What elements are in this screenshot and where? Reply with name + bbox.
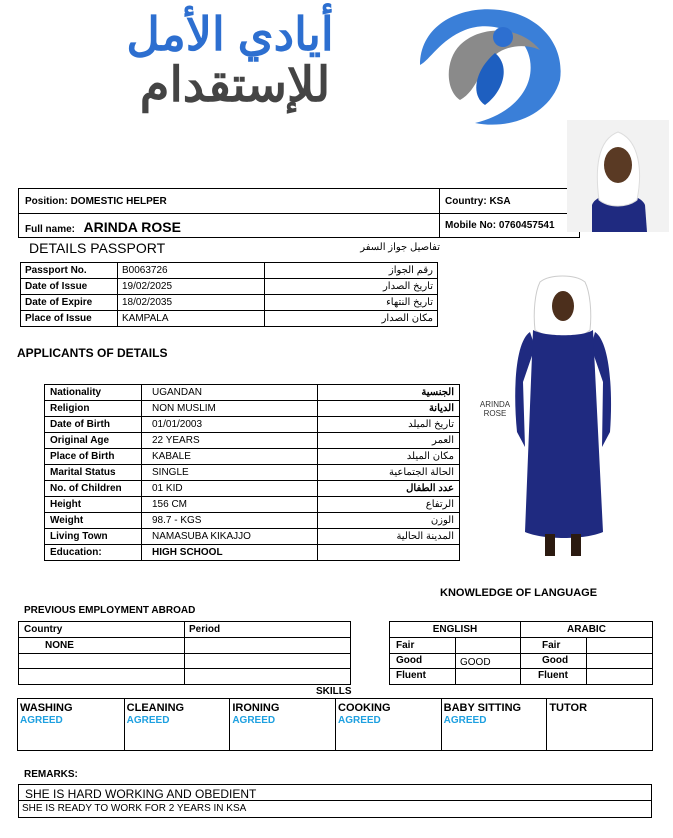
- passport-title: DETAILS PASSPORT: [29, 240, 166, 256]
- col-period: Period: [189, 624, 221, 635]
- applicant-row-value: 01 KID: [142, 481, 318, 497]
- passport-row-ar: رقم الجواز: [265, 263, 438, 279]
- logo-arabic-line1: أيادي الأمل: [126, 8, 334, 60]
- applicant-row-ar: الحالة الجتماعية: [318, 465, 460, 481]
- applicant-row: [45, 433, 460, 449]
- skill-cell: [335, 699, 442, 750]
- remarks-title: REMARKS:: [24, 769, 78, 780]
- hands-emblem-icon: [400, 5, 570, 130]
- skill-name: COOKING: [338, 702, 391, 714]
- applicant-row: [45, 417, 460, 433]
- english-level-fluent: Fluent: [396, 670, 426, 681]
- arabic-level-good: Good: [542, 655, 569, 666]
- position-label: Position:: [25, 196, 68, 207]
- employment-title: PREVIOUS EMPLOYMENT ABROAD: [24, 605, 196, 616]
- skill-name: CLEANING: [126, 702, 185, 714]
- passport-table: [20, 262, 438, 327]
- applicant-row-label: Date of Birth: [45, 417, 142, 433]
- headshot-photo: [567, 120, 669, 232]
- applicant-row-value: SINGLE: [142, 465, 318, 481]
- header-table: [18, 188, 580, 238]
- photo-caption: ARINDA ROSE: [479, 400, 511, 418]
- applicant-table: [44, 384, 460, 561]
- skill-cell: [441, 699, 548, 750]
- skill-name: TUTOR: [549, 702, 588, 714]
- applicant-row-ar: العمر: [318, 433, 460, 449]
- passport-row-label: Date of Issue: [21, 279, 118, 295]
- passport-row: [21, 263, 438, 279]
- applicant-row-label: Place of Birth: [45, 449, 142, 465]
- skills-title: SKILLS: [316, 686, 352, 697]
- skill-status: AGREED: [232, 715, 276, 726]
- skill-cell: [546, 699, 653, 750]
- arabic-level-fair: Fair: [542, 640, 561, 651]
- applicant-row: [45, 529, 460, 545]
- applicant-row-value: 156 CM: [142, 497, 318, 513]
- applicant-row-label: Nationality: [45, 385, 142, 401]
- skill-cell: [18, 699, 124, 750]
- english-value: GOOD: [460, 657, 491, 668]
- remark-line: SHE IS HARD WORKING AND OBEDIENT: [25, 787, 257, 801]
- applicant-row: [45, 545, 460, 561]
- remarks-box: [18, 784, 652, 818]
- passport-row-label: Passport No.: [21, 263, 118, 279]
- skill-status: AGREED: [20, 715, 63, 726]
- applicant-row-value: NON MUSLIM: [142, 401, 318, 417]
- applicant-row-ar: مكان الميلد: [318, 449, 460, 465]
- applicant-row-ar: الديانة: [318, 401, 460, 417]
- applicant-row-ar: الجنسية: [318, 385, 460, 401]
- applicant-title: APPLICANTS OF DETAILS: [17, 346, 168, 360]
- employment-table: [18, 621, 351, 685]
- skill-name: WASHING: [20, 702, 73, 714]
- position-value: DOMESTIC HELPER: [70, 196, 167, 207]
- applicant-row: [45, 513, 460, 529]
- applicant-row-label: Original Age: [45, 433, 142, 449]
- passport-title-ar: تفاصيل جواز السفر: [360, 242, 440, 253]
- applicant-row-label: No. of Children: [45, 481, 142, 497]
- country-label: Country:: [445, 196, 487, 207]
- applicant-row-label: Marital Status: [45, 465, 142, 481]
- applicant-row: [45, 497, 460, 513]
- skill-cell: [124, 699, 231, 750]
- language-title: KNOWLEDGE OF LANGUAGE: [440, 587, 598, 599]
- skill-status: AGREED: [126, 715, 170, 726]
- applicant-row-value: NAMASUBA KIKAJJO: [142, 529, 318, 545]
- passport-row-value: 18/02/2035: [118, 295, 265, 311]
- applicant-row-ar: عدد الطفال: [318, 481, 460, 497]
- applicant-row-value: 98.7 - KGS: [142, 513, 318, 529]
- fullname-label: Full name:: [25, 224, 76, 235]
- mobile-label: Mobile No:: [445, 220, 497, 231]
- company-logo: [55, 5, 615, 125]
- applicant-row: [45, 401, 460, 417]
- applicant-row-label: Height: [45, 497, 142, 513]
- applicant-row-ar: تاريخ الميلد: [318, 417, 460, 433]
- applicant-row-ar: [318, 545, 460, 561]
- passport-row-label: Place of Issue: [21, 311, 118, 327]
- english-header: ENGLISH: [432, 624, 478, 635]
- english-level-good: Good: [396, 655, 423, 666]
- skill-name: BABY SITTING: [443, 702, 522, 714]
- logo-arabic-line2: للإستقدام: [139, 59, 331, 112]
- mobile-value: 0760457541: [498, 220, 555, 231]
- passport-row: [21, 295, 438, 311]
- applicant-row: [45, 449, 460, 465]
- employment-row-country: NONE: [45, 640, 74, 651]
- applicant-row-ar: الرتفاع: [318, 497, 460, 513]
- applicant-row-value: KABALE: [142, 449, 318, 465]
- applicant-row-value: 22 YEARS: [142, 433, 318, 449]
- passport-row-value: B0063726: [118, 263, 265, 279]
- passport-row-ar: تاريخ الصدار: [265, 279, 438, 295]
- passport-row: [21, 311, 438, 327]
- skills-table: [17, 698, 653, 751]
- applicant-row-ar: الوزن: [318, 513, 460, 529]
- passport-row-value: 19/02/2025: [118, 279, 265, 295]
- applicant-row-value: 01/01/2003: [142, 417, 318, 433]
- skill-name: IRONING: [232, 702, 280, 714]
- fullname-value: ARINDA ROSE: [83, 219, 181, 235]
- col-country: Country: [24, 624, 63, 635]
- skill-status: AGREED: [443, 715, 487, 726]
- country-value: KSA: [489, 196, 511, 207]
- skill-status: AGREED: [338, 715, 381, 726]
- arabic-level-fluent: Fluent: [538, 670, 568, 681]
- applicant-row: [45, 385, 460, 401]
- remark-line: SHE IS READY TO WORK FOR 2 YEARS IN KSA: [22, 803, 247, 814]
- applicant-row: [45, 481, 460, 497]
- applicant-row-ar: المدينة الحالية: [318, 529, 460, 545]
- applicant-row-label: Education:: [45, 545, 142, 561]
- applicant-row: [45, 465, 460, 481]
- full-body-photo: [495, 272, 635, 567]
- applicant-row-value: UGANDAN: [142, 385, 318, 401]
- applicant-row-label: Living Town: [45, 529, 142, 545]
- arabic-header: ARABIC: [567, 624, 606, 635]
- applicant-row-label: Weight: [45, 513, 142, 529]
- passport-row-label: Date of Expire: [21, 295, 118, 311]
- applicant-row-label: Religion: [45, 401, 142, 417]
- passport-row-ar: مكان الصدار: [265, 311, 438, 327]
- passport-row-value: KAMPALA: [118, 311, 265, 327]
- passport-row: [21, 279, 438, 295]
- applicant-row-value: HIGH SCHOOL: [142, 545, 318, 561]
- language-table: [389, 621, 653, 685]
- english-level-fair: Fair: [396, 640, 415, 651]
- passport-row-ar: تاريخ النتهاء: [265, 295, 438, 311]
- skill-cell: [229, 699, 336, 750]
